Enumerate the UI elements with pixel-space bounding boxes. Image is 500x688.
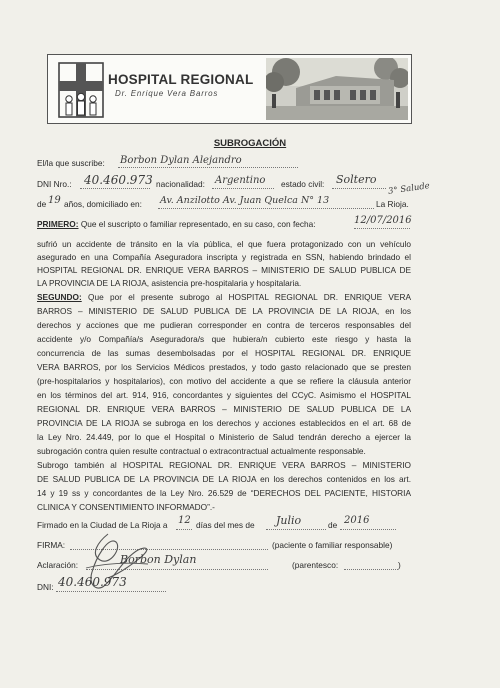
primero-text: Que el suscripto o familiar representado, en su caso, con fecha: [80, 219, 316, 229]
body-line-17: subrogación contra quien resulte contractual o extracontractual actualmente responsable. [37, 446, 366, 456]
domicilio-dotted-line [158, 208, 374, 209]
body-line-9: accidente y/o Compañía/s Aseguradora/s que hubiera/n cubierto este riesgo y hasta la [37, 334, 411, 344]
margin-note-handwritten: 3° Salude [387, 181, 431, 197]
hospital-name: HOSPITAL REGIONAL [108, 72, 254, 87]
primero-line [37, 219, 316, 229]
dni-dotted-line [80, 188, 150, 189]
body-line-16: la Ley Nro. 24.449, por lo que el Hospital o Ministerio de Salud tendrán derecho a ejercer la [37, 432, 411, 442]
body-line-5: LA PROVINCIA DE LA RIOJA, asistencia pre-hospitalaria y hospitalaria. [37, 278, 302, 288]
edad-handwritten: 19 [48, 195, 61, 206]
dni-handwritten: 40.460.973 [84, 173, 153, 187]
fecha-handwritten: 12/07/2016 [354, 215, 412, 226]
dni-line [37, 179, 72, 189]
la-rioja-label: La Rioja. [376, 199, 409, 209]
parentesco-dotted-line [344, 569, 398, 570]
dni-footer-dotted-line [56, 591, 166, 592]
estado-civil-dotted-line [332, 188, 386, 189]
document-title: SUBROGACIÓN [213, 138, 287, 149]
anos-label: años, domiciliado en: [64, 199, 142, 209]
de-label: de [37, 199, 47, 209]
hospital-header [47, 54, 412, 124]
body-line-13: en los términos del art. 914, 916, concordantes y siguientes del CCyC. Asimismo el HOSPITAL [37, 390, 411, 400]
anio-dotted-line [340, 529, 396, 530]
hospital-subtitle: Dr. Enrique Vera Barros [115, 89, 219, 98]
dia-dotted-line [176, 529, 192, 530]
name-dotted-line [118, 167, 298, 168]
body-line-20: 14 y 19 ss y concordantes de la Ley Nro. 26.529 de “DERECHOS DEL PACIENTE, HISTORIA [37, 488, 411, 498]
suscribe-label: El/la que suscribe: [37, 158, 105, 168]
primero-label: PRIMERO: [37, 219, 79, 229]
aclaracion-handwritten: Borbon Dylan [120, 553, 197, 566]
segundo-line [37, 292, 411, 302]
firmado-label: Firmado en la Ciudad de La Rioja a [37, 520, 168, 530]
nacionalidad-label: nacionalidad: [156, 179, 205, 189]
hospital-logo-icon [58, 61, 104, 119]
aclaracion-dotted-line [86, 569, 268, 570]
body-line-18: Subrogo también al HOSPITAL REGIONAL DR. ENRIQUE VERA BARROS – MINISTERIO [37, 460, 411, 470]
nacionalidad-handwritten: Argentino [215, 175, 266, 186]
de-anio-label: de [328, 520, 338, 530]
segundo-label: SEGUNDO: [37, 292, 82, 302]
body-line-15: PROVINCIA DE LA RIOJA se subroga en los derechos y acciones establecidos en el art. 68 de [37, 418, 411, 428]
mes-dotted-line [266, 529, 326, 530]
hospital-building-photo [266, 58, 408, 120]
estado-civil-label: estado civil: [281, 179, 325, 189]
parentesco-label: (parentesco: [292, 560, 339, 570]
parentesco-close: ) [398, 560, 401, 570]
body-line-2: sufrió un accidente de tránsito en la vía pública, el que fuera protagonizado con un vehículo [37, 239, 411, 249]
dia-handwritten: 12 [178, 515, 191, 526]
mes-handwritten: Julio [276, 514, 302, 527]
fecha-dotted-line [354, 228, 410, 229]
dias-label: días del mes de [196, 520, 255, 530]
body-line-12: (pre-hospitalarios y hospitalarios), con motivo del accidente a que se refiere la cláusula anterior [37, 376, 411, 386]
name-handwritten: Borbon Dylan Alejandro [120, 155, 242, 166]
dni-footer-handwritten: 40.460.973 [58, 575, 127, 589]
aclaracion-label: Aclaración: [37, 560, 79, 570]
dni-label: DNI Nro.: [37, 179, 72, 189]
dni-footer-label: DNI: [37, 582, 54, 592]
body-line-10: concurrencia de las sumas desembolsadas por el HOSPITAL REGIONAL DR. ENRIQUE [37, 348, 411, 358]
body-line-8: derechos y acciones que me pudieran corresponder en contra de terceros responsables del [37, 320, 411, 330]
segundo-text: Que por el presente subrogo al HOSPITAL REGIONAL DR. ENRIQUE VERA [88, 292, 411, 302]
body-line-14: REGIONAL DR. ENRIQUE VERA BARROS – MINISTERIO DE SALUD PUBLICA DE LA [37, 404, 411, 414]
suscribe-line [37, 158, 105, 168]
body-line-19: DE SALUD PUBLICA DE LA PROVINCIA DE LA RIOJA en los derechos contenidos en los art. [37, 474, 411, 484]
body-line-3: asegurado en una Compañía Aseguradora inscripta y registrada en SSN, habiendo brindado el [37, 252, 411, 262]
domicilio-handwritten: Av. Anzilotto Av. Juan Quelca N° 13 [160, 195, 330, 206]
body-line-7: BARROS – MINISTERIO DE SALUD PUBLICA DE LA PROVINCIA DE LA RIOJA, en los [37, 306, 411, 316]
body-line-4: HOSPITAL REGIONAL DR. ENRIQUE VERA BARROS – MINISTERIO DE SALUD PUBLICA DE [37, 265, 411, 275]
body-line-21: CLINICA Y CONSENTIMIENTO INFORMADO”.- [37, 502, 215, 512]
body-line-11: VERA BARROS, por los Servicios Médicos prestados, y todo gasto relacionado que se presten [37, 362, 411, 372]
firma-label: FIRMA: [37, 540, 66, 550]
anio-handwritten: 2016 [344, 515, 370, 526]
nacionalidad-dotted-line [212, 188, 274, 189]
firma-note: (paciente o familiar responsable) [272, 540, 393, 550]
domicilio-line [37, 199, 46, 209]
estado-civil-handwritten: Soltero [336, 173, 377, 186]
